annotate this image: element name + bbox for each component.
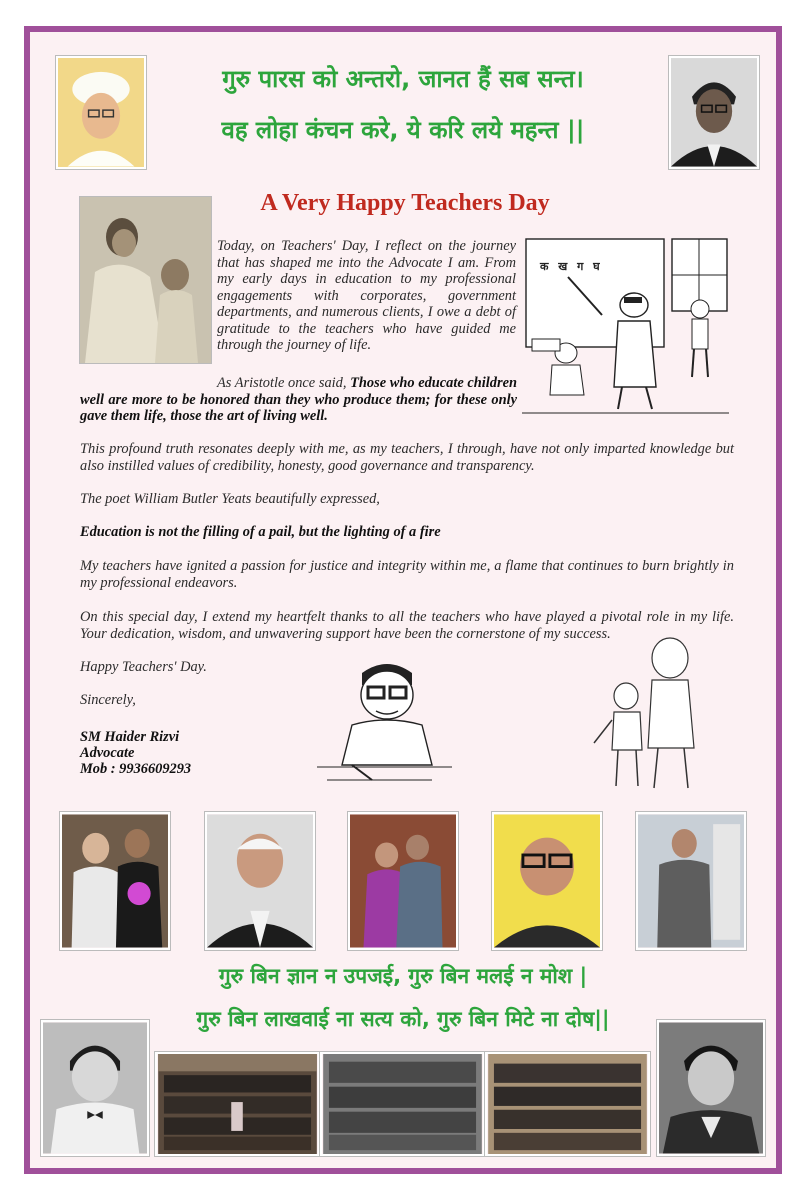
portrait-teacher-image — [58, 58, 144, 167]
para-passion: My teachers have ignited a passion for justice and integrity within me, a flame that continues to burn brightly in my professional endeavors. — [80, 558, 734, 591]
photo-family-celebration-image — [350, 814, 456, 948]
greeting: Happy Teachers' Day. — [80, 659, 207, 675]
portrait-leader-image — [671, 58, 757, 167]
young-student-photo — [657, 1020, 765, 1156]
portrait-leader-photo — [669, 56, 759, 169]
school-group-photo-3 — [485, 1052, 650, 1156]
closing: Sincerely, — [80, 692, 136, 708]
aristotle-paragraph — [80, 375, 517, 425]
letter-title: A Very Happy Teachers Day — [260, 190, 550, 216]
childhood-boy-image — [43, 1022, 147, 1154]
photo-senior-advocate — [492, 812, 602, 950]
signature-mobile: Mob : 9936609293 — [80, 761, 192, 777]
footer-couplet-line1: गुरु बिन ज्ञान न उपजई, गुरु बिन मलई न मोश | — [218, 964, 588, 988]
photo-judge-image — [207, 814, 313, 948]
photo-with-mentor-image — [62, 814, 168, 948]
signature-role: Advocate — [80, 745, 135, 761]
letter-intro: Today, on Teachers' Day, I reflect on the journey that has shaped me into the Advocate I am. From my early days in education to my professional engagements with corporates, government departments, and numerous clients, I owe a debt of gratitude to the teachers who have guided me through the journey of life. — [217, 238, 516, 353]
photo-speaker — [636, 812, 746, 950]
photo-family-celebration — [348, 812, 458, 950]
young-student-image — [659, 1022, 763, 1154]
header-couplet-line1: गुरु पारस को अन्तरो, जानत हैं सब सन्त। — [222, 65, 584, 93]
para-thanks: On this special day, I extend my heartfelt thanks to all the teachers who have played a pivotal role in my life. Your dedication, wisdom, and unwavering support have been the cornerstone of my success. — [80, 609, 734, 642]
photo-with-mentor — [60, 812, 170, 950]
teacher-student-cartoon — [590, 628, 720, 793]
portrait-teacher-photo — [56, 56, 146, 169]
aristotle-quote: Those who educate children well are more to be honored than they who produce them; for these only gave them life, those the art of living well. — [80, 375, 517, 424]
para-yeats: The poet William Butler Yeats beautifully expressed, — [80, 491, 380, 507]
signature-name: SM Haider Rizvi — [80, 729, 180, 745]
photo-speaker-image — [638, 814, 744, 948]
photo-senior-advocate-image — [494, 814, 600, 948]
writing-boy-image — [312, 655, 462, 790]
board-letters: क ख ग घ — [540, 260, 603, 273]
aristotle-lead: As Aristotle once said, — [217, 375, 347, 391]
school-group-photo-3-image — [487, 1054, 648, 1154]
school-group-photo-2 — [320, 1052, 485, 1156]
school-group-photo-2-image — [322, 1054, 483, 1154]
school-group-photo-1 — [155, 1052, 320, 1156]
school-group-photo-1-image — [157, 1054, 318, 1154]
childhood-boy-photo — [41, 1020, 149, 1156]
footer-couplet-line2: गुरु बिन लाखवाई ना सत्य को, गुरु बिन मिटे ना दोष|| — [196, 1007, 610, 1031]
writing-boy-cartoon — [312, 655, 462, 790]
classroom-cartoon — [522, 237, 729, 417]
yeats-quote: Education is not the filling of a pail, but the lighting of a fire — [80, 524, 441, 540]
childhood-mother-photo — [80, 197, 211, 363]
childhood-mother-image — [80, 197, 211, 363]
header-couplet-line2: वह लोहा कंचन करे, ये करि लये महन्त || — [221, 116, 585, 144]
teacher-student-image — [590, 628, 720, 793]
photo-judge — [205, 812, 315, 950]
para-truth: This profound truth resonates deeply with me, as my teachers, I through, have not only imparted knowledge but also instilled values of credibility, honesty, good governance and transparency. — [80, 441, 734, 474]
